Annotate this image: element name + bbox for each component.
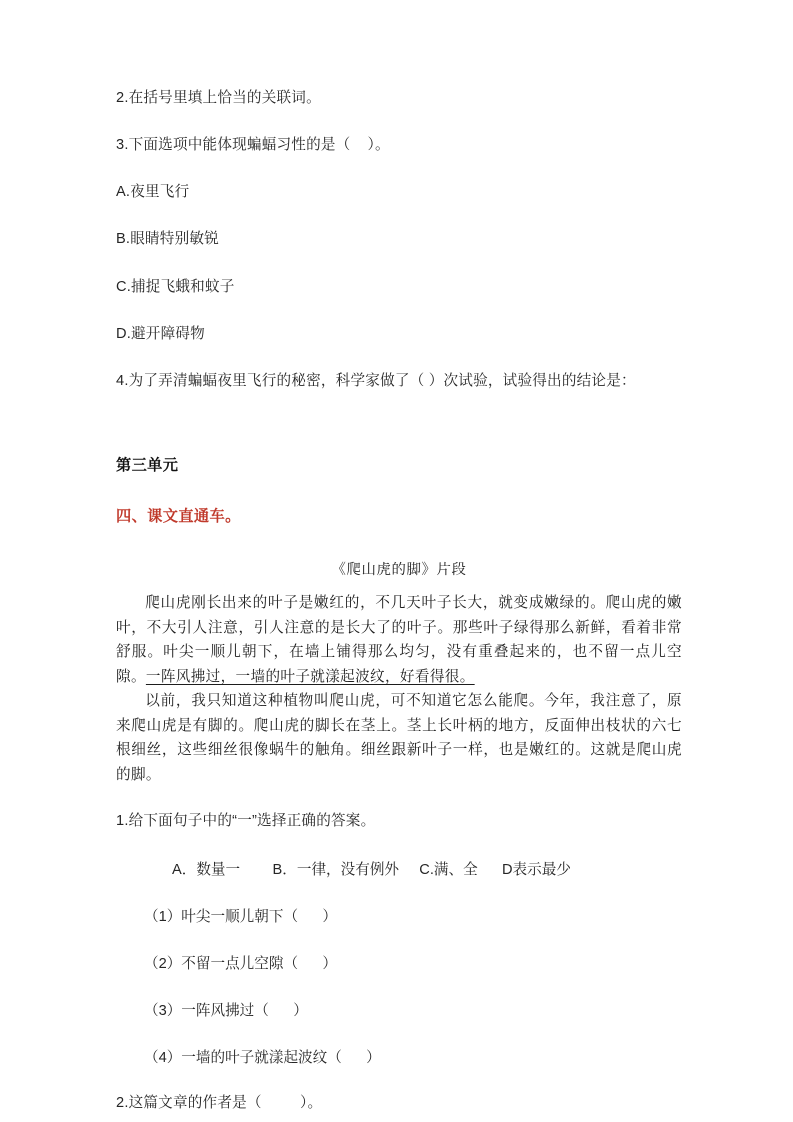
passage-question-2-author: 2.这篇文章的作者是（ ）。	[116, 1095, 323, 1112]
question-2-conjunctions: 2.在括号里填上恰当的关联词。	[116, 90, 321, 106]
passage-question-1-options: A．数量一 B．一律，没有例外 C.满、全 D表示最少	[172, 862, 571, 879]
sub-item-4: （4）一墙的叶子就漾起波纹（ ）	[144, 1050, 381, 1067]
passage-body	[116, 591, 682, 787]
unit-heading: 第三单元	[116, 457, 179, 475]
question-3-bat-habits: 3.下面选项中能体现蝙蝠习性的是（ ）。	[116, 137, 390, 154]
option-b: B.眼睛特别敏锐	[116, 231, 219, 248]
sub-item-3: （3）一阵风拂过（ ）	[144, 1003, 308, 1020]
passage-question-1: 1.给下面句子中的“一”选择正确的答案。	[116, 813, 376, 830]
option-d: D.避开障碍物	[116, 325, 205, 342]
question-4-bat-experiment: 4.为了弄清蝙蝠夜里飞行的秘密，科学家做了（ ）次试验，试验得出的结论是：	[116, 372, 636, 389]
sub-item-2: （2）不留一点儿空隙（ ）	[144, 956, 337, 973]
section-heading-label: 四、课文直通车。	[116, 508, 241, 526]
passage-p1-plain: 爬山虎刚长出来的叶子是嫩红的，不几天叶子长大，就变成嫩绿的。爬山虎的嫩叶，不大引人注意，引人注意的是长大了的叶子。那些叶子绿得那么新鲜，看着非常舒服。叶尖一顺儿朝下，在墙上铺得那么均匀，没有重叠起来的，也不留一点儿空隙。	[116, 595, 682, 685]
sub-item-1: （1）叶尖一顺儿朝下（ ）	[144, 909, 337, 926]
passage-p1-underlined: 一阵风拂过，一墙的叶子就漾起波纹，好看得很。	[145, 668, 475, 685]
section-heading-text-express	[116, 505, 682, 526]
option-a: A.夜里飞行	[116, 184, 190, 201]
passage-paragraph-2: 以前，我只知道这种植物叫爬山虎，可不知道它怎么能爬。今年，我注意了，原来爬山虎是有脚的。爬山虎的脚长在茎上。茎上长叶柄的地方，反面伸出枝状的六七根细丝，这些细丝很像蜗牛的触角。细丝跟新叶子一样，也是嫩红的。这就是爬山虎的脚。	[116, 693, 682, 783]
passage-title: 《爬山虎的脚》片段	[331, 562, 467, 579]
passage-paragraph-1	[116, 591, 682, 689]
option-c: C.捕捉飞蛾和蚊子	[116, 278, 235, 295]
page-content	[116, 88, 682, 1115]
